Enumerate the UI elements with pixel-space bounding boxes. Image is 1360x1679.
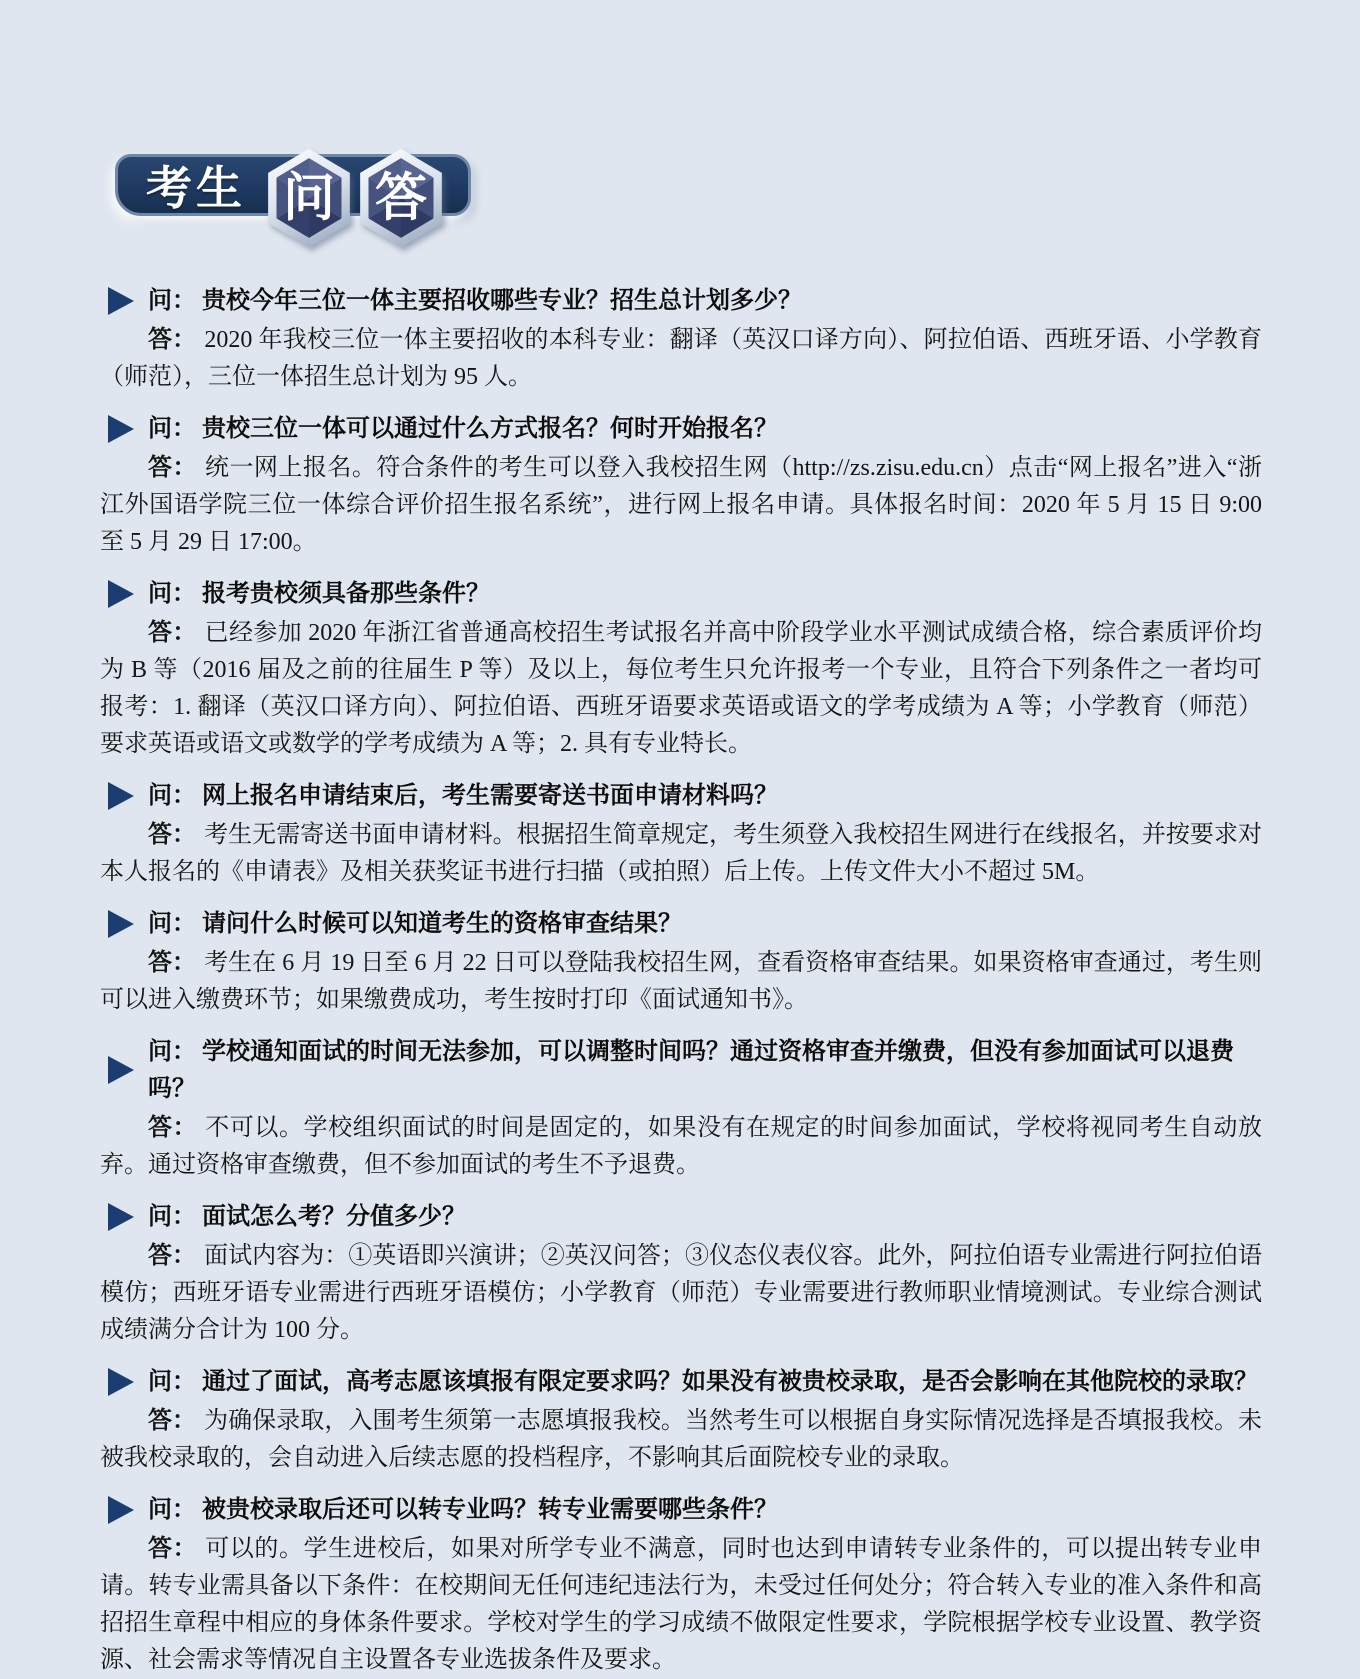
triangle-bullet-icon	[108, 580, 134, 608]
question-body: 请问什么时候可以知道考生的资格审查结果？	[202, 910, 682, 937]
question-body: 贵校今年三位一体主要招收哪些专业？招生总计划多少？	[202, 287, 802, 314]
question-label: 问：	[148, 782, 196, 809]
answer-body: 考生无需寄送书面申请材料。根据招生简章规定，考生须登入我校招生网进行在线报名，并按要求对本人报名的《申请表》及相关获奖证书进行扫描（或拍照）后上传。上传文件大小不超过 5M。	[100, 822, 1263, 885]
triangle-bullet-icon	[108, 910, 134, 938]
answer-paragraph	[100, 1402, 1262, 1477]
question-label: 问：	[148, 910, 196, 937]
answer-body: 为确保录取，入围考生须第一志愿填报我校。当然考生可以根据自身实际情况选择是否填报我校。未被我校录取的，会自动进入后续志愿的投档程序，不影响其后面院校专业的录取。	[100, 1408, 1263, 1471]
answer-label: 答：	[148, 619, 197, 646]
question-row	[100, 1198, 1262, 1235]
question-row	[100, 575, 1262, 612]
qa-item	[100, 777, 1262, 891]
question-hexagon-icon	[261, 146, 357, 250]
answer-body: 2020 年我校三位一体主要招收的本科专业：翻译（英汉口译方向）、阿拉伯语、西班牙语、小学教育（师范），三位一体招生总计划为 95 人。	[100, 327, 1263, 390]
question-text	[148, 575, 490, 612]
answer-label: 答：	[148, 1407, 197, 1434]
question-label: 问：	[148, 1496, 196, 1523]
page-title	[115, 146, 495, 250]
qa-item	[100, 1198, 1262, 1349]
question-row	[100, 777, 1262, 814]
qa-item	[100, 410, 1262, 561]
triangle-bullet-icon	[108, 1496, 134, 1524]
hexagon-answer-glyph: 答	[374, 169, 428, 228]
answer-label: 答：	[148, 949, 197, 976]
qa-item	[100, 575, 1262, 763]
question-text	[148, 1198, 466, 1235]
question-label: 问：	[148, 287, 196, 314]
answer-body: 面试内容为：①英语即兴演讲；②英汉问答；③仪态仪表仪容。此外，阿拉伯语专业需进行阿拉伯语模仿；西班牙语专业需进行西班牙语模仿；小学教育（师范）专业需要进行教师职业情境测试。专业综合测试成绩满分合计为 100 分。	[100, 1243, 1263, 1343]
answer-paragraph	[100, 1237, 1262, 1349]
question-row	[100, 1363, 1262, 1400]
answer-label: 答：	[148, 454, 197, 481]
answer-body: 可以的。学生进校后，如果对所学专业不满意，同时也达到申请转专业条件的，可以提出转专业申请。转专业需具备以下条件：在校期间无任何违纪违法行为，未受过任何处分；符合转入专业的准入条件和高招招生章程中相应的身体条件要求。学校对学生的学习成绩不做限定性要求，学院根据学校专业设置、教学资源、社会需求等情况自主设置各专业选拔条件及要求。	[100, 1536, 1263, 1673]
answer-body: 已经参加 2020 年浙江省普通高校招生考试报名并高中阶段学业水平测试成绩合格，综合素质评价均为 B 等（2016 届及之前的往届生 P 等）及以上，每位考生只允许报考一个专业，且符合下列条件之一者均可报考：1. 翻译（英汉口译方向）、阿拉伯语、西班牙语要求英语或语文的学考成绩为 A 等；小学教育（师范）要求英语或语文或数学的学考成绩为 A 等；2. 具有专业特长。	[100, 620, 1263, 757]
qa-item	[100, 1491, 1262, 1679]
answer-paragraph	[100, 1109, 1262, 1184]
question-label: 问：	[148, 1038, 196, 1065]
answer-paragraph	[100, 614, 1262, 763]
answer-paragraph	[100, 816, 1262, 891]
question-row	[100, 905, 1262, 942]
question-body: 被贵校录取后还可以转专业吗？转专业需要哪些条件？	[202, 1496, 778, 1523]
triangle-bullet-icon	[108, 1203, 134, 1231]
question-text	[148, 905, 682, 942]
answer-label: 答：	[148, 326, 197, 353]
triangle-bullet-icon	[108, 287, 134, 315]
qa-item	[100, 905, 1262, 1019]
answer-hexagon-icon	[353, 146, 449, 250]
answer-paragraph	[100, 944, 1262, 1019]
question-label: 问：	[148, 580, 196, 607]
triangle-bullet-icon	[108, 1368, 134, 1396]
question-body: 通过了面试，高考志愿该填报有限定要求吗？如果没有被贵校录取，是否会影响在其他院校的录取？	[202, 1368, 1258, 1395]
answer-body: 不可以。学校组织面试的时间是固定的，如果没有在规定的时间参加面试，学校将视同考生自动放弃。通过资格审查缴费，但不参加面试的考生不予退费。	[100, 1115, 1263, 1178]
question-body: 报考贵校须具备那些条件？	[202, 580, 490, 607]
answer-paragraph	[100, 449, 1262, 561]
question-text	[148, 1363, 1258, 1400]
triangle-bullet-icon	[108, 415, 134, 443]
answer-paragraph	[100, 321, 1262, 396]
qa-item	[100, 282, 1262, 396]
answer-label: 答：	[148, 1242, 197, 1269]
question-text	[148, 777, 778, 814]
qa-item	[100, 1033, 1262, 1184]
question-label: 问：	[148, 1368, 196, 1395]
question-body: 面试怎么考？分值多少？	[202, 1203, 466, 1230]
answer-paragraph	[100, 1530, 1262, 1679]
triangle-bullet-icon	[108, 1056, 134, 1084]
question-text	[148, 1491, 778, 1528]
qa-list	[100, 282, 1262, 1679]
question-text	[148, 282, 802, 319]
question-label: 问：	[148, 415, 196, 442]
answer-body: 统一网上报名。符合条件的考生可以登入我校招生网（http://zs.zisu.edu.cn）点击“网上报名”进入“浙江外国语学院三位一体综合评价招生报名系统”，进行网上报名申请。具体报名时间：2020 年 5 月 15 日 9:00 至 5 月 29 日 17:00。	[100, 455, 1262, 555]
triangle-bullet-icon	[108, 782, 134, 810]
answer-label: 答：	[148, 821, 197, 848]
qa-item	[100, 1363, 1262, 1477]
question-body: 网上报名申请结束后，考生需要寄送书面申请材料吗？	[202, 782, 778, 809]
question-row	[100, 1033, 1262, 1107]
question-body: 贵校三位一体可以通过什么方式报名？何时开始报名？	[202, 415, 778, 442]
answer-body: 考生在 6 月 19 日至 6 月 22 日可以登陆我校招生网，查看资格审查结果。如果资格审查通过，考生则可以进入缴费环节；如果缴费成功，考生按时打印《面试通知书》。	[100, 950, 1263, 1013]
question-row	[100, 410, 1262, 447]
question-label: 问：	[148, 1203, 196, 1230]
question-body: 学校通知面试的时间无法参加，可以调整时间吗？通过资格审查并缴费，但没有参加面试可以退费吗？	[148, 1038, 1234, 1102]
question-text	[148, 410, 778, 447]
question-text	[148, 1033, 1262, 1107]
hexagon-question-glyph: 问	[282, 169, 336, 228]
answer-label: 答：	[148, 1114, 198, 1141]
question-row	[100, 1491, 1262, 1528]
question-row	[100, 282, 1262, 319]
answer-label: 答：	[148, 1535, 198, 1562]
title-text: 考生	[146, 162, 246, 214]
